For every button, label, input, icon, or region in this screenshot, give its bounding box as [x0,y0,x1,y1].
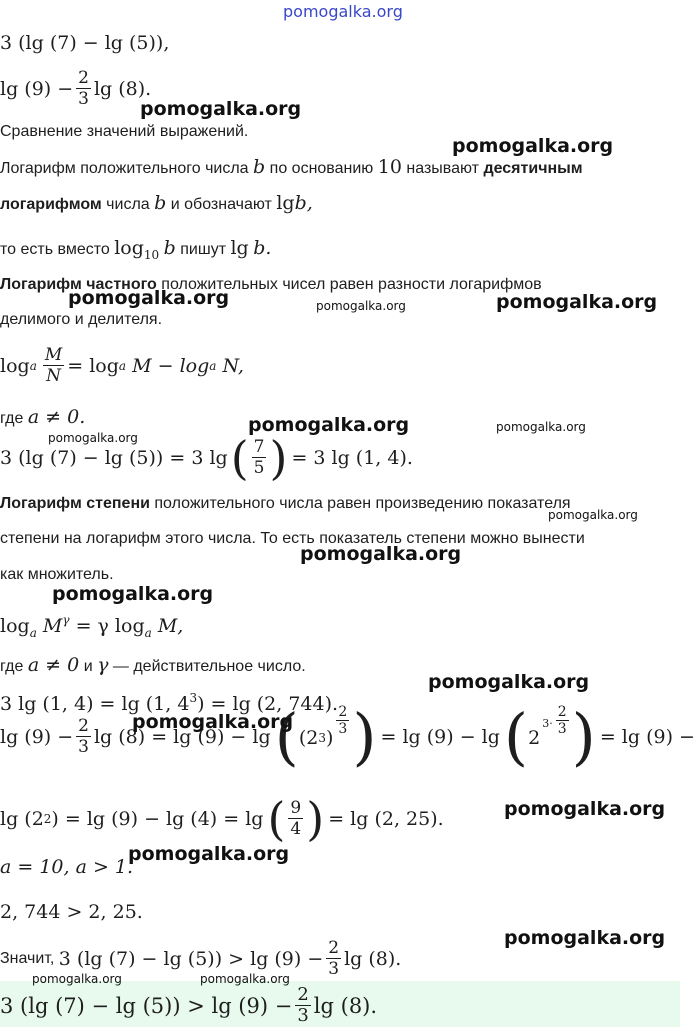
math: ) [325,726,334,749]
math: 3 (lg (7) − lg (5)) > lg (9) − [58,947,324,970]
math: 3 (lg (7) − lg (5)) = 3 lg [0,446,228,469]
math-var: b [253,156,266,178]
math-sub: a [144,626,152,640]
fraction [43,345,64,386]
quotient-rule-line-2: делимого и делителя. [0,311,163,328]
denominator: 4 [290,819,302,839]
watermark: pomogalka.org [128,843,290,865]
fraction [76,68,91,109]
fraction [326,938,341,979]
watermark: pomogalka.org [52,583,214,605]
denominator: 3 [338,720,348,737]
math-sub: a [29,626,37,640]
math-sub: a [29,358,37,373]
math-fn: log [0,354,30,377]
fraction [252,437,267,478]
numerator: M [44,345,63,365]
compare-heading: Сравнение значений выражений. [0,123,249,140]
watermark: pomogalka.org [140,98,302,120]
numerator: 9 [290,798,302,818]
math: 3 (lg (7) − lg (5)) > lg (9) − [0,993,293,1018]
text: Логарифм положительного числа [0,160,249,177]
watermark: pomogalka.org [496,291,658,313]
expr2-part-a: lg (9) − [0,77,74,100]
calculation-4 [0,791,444,846]
text: и обозначают [170,196,272,213]
math-fn: log [114,237,144,259]
math-sup: γ [62,613,70,627]
math: = 3 lg (1, 4). [291,446,413,469]
watermark: pomogalka.org [428,671,590,693]
denominator: 3 [328,959,340,979]
watermark: pomogalka.org [200,972,290,986]
math-fn: lg [230,237,249,259]
math-fn: lg [276,192,295,214]
text: числа [106,196,150,213]
numerator: 2 [328,938,340,958]
power-rule-line-2: степени на логарифм этого числа. То есть показатель степени можно вынести [0,530,585,547]
calculation-1 [0,430,413,485]
power-rule-line-3: как множитель. [0,566,114,583]
right-paren: ) [269,430,288,485]
bold-term: логарифмом [0,196,102,213]
condition-1 [0,407,85,429]
math-var: γ [97,654,109,676]
bold-term: Логарифм степени [0,495,150,512]
math-sup: 3 [318,730,326,745]
base-condition: a = 10, a > 1. [0,856,134,878]
math-num: 10 [377,156,402,178]
math: 2 [528,726,541,749]
left-paren: ( [230,430,249,485]
fraction [76,716,91,757]
math: ) = lg (9) − lg (4) = lg [51,807,264,830]
math-fn: log [0,615,30,637]
math: = lg (9) − lg [380,725,500,748]
condition-2 [0,655,306,677]
text: пишут [180,241,227,258]
math: = log [67,354,119,377]
text: где [0,658,24,675]
watermark: pomogalka.org [504,798,666,820]
denominator: N [46,366,61,386]
denominator: 5 [253,458,265,478]
math: 3 lg (1, 4) = lg (1, 4 [0,693,190,715]
math: a ≠ 0. [27,406,86,428]
conclusion [0,938,401,979]
expression-2 [0,68,151,109]
bold-term: Логарифм частного [0,276,157,293]
right-paren: ) [352,699,377,773]
text: Значит, [0,949,55,967]
expr2-part-b: lg (8). [93,77,152,100]
math-sup: 2 [43,811,52,826]
left-paren: ( [267,791,286,846]
text: положительного числа равен произведению показателя [154,495,571,512]
power-base-2 [528,703,572,749]
math-var: b. [253,237,272,259]
watermark: pomogalka.org [248,414,410,436]
text: то есть вместо [0,241,110,258]
watermark: pomogalka.org [68,287,230,309]
definition-line-2 [0,193,313,215]
exponent-product: 3· [542,716,553,730]
text: положительных чисел равен разности логарифмов [161,276,542,293]
math: = lg (2, 25). [328,807,444,830]
quotient-rule-line-1 [0,275,542,295]
right-paren: ) [306,791,325,846]
fraction [288,798,303,839]
watermark: pomogalka.org [300,543,462,565]
denominator: 3 [78,89,89,109]
numerator: 2 [297,984,309,1005]
text: и [83,658,93,675]
text: по основанию [269,160,374,177]
math-var: M [42,615,63,637]
definition-line-1 [0,157,583,179]
math: lg (8). [313,993,378,1018]
value-comparison: 2, 744 > 2, 25. [0,901,143,923]
left-paren: ( [274,699,299,773]
power-rule-line-1 [0,494,571,514]
denominator: 3 [78,737,89,757]
math-var: b [163,237,176,259]
power-base [298,703,353,749]
watermark-top: pomogalka.org [283,2,403,21]
math: lg (8) = lg (9) − lg [93,725,271,748]
power-formula [0,610,183,643]
text: — действительное число. [112,658,306,675]
watermark: pomogalka.org [132,711,294,733]
math: lg (2 [0,807,44,830]
answer [0,985,377,1026]
watermark: pomogalka.org [452,135,614,157]
quotient-formula [0,345,244,386]
math-var: M, [157,615,184,637]
math-sub: a [118,358,127,373]
numerator: 2 [557,703,567,720]
watermark: pomogalka.org [548,508,638,522]
watermark: pomogalka.org [496,420,586,434]
bold-term: десятичным [483,160,583,177]
numerator: 2 [78,68,89,88]
numerator: 2 [78,716,89,736]
exponent-fraction [336,704,349,737]
math: a ≠ 0 [27,654,80,676]
watermark: pomogalka.org [504,927,666,949]
right-paren: ) [571,699,596,773]
left-paren: ( [503,699,529,773]
math: M − log [132,354,210,377]
math-var: b [154,192,167,214]
math: = lg (9) − [599,725,695,748]
watermark: pomogalka.org [48,431,138,445]
math-var: N, [222,354,244,377]
watermark: pomogalka.org [316,299,406,313]
fraction [295,985,310,1026]
definition-line-3 [0,238,271,265]
watermark: pomogalka.org [32,972,122,986]
math-sub: a [209,358,217,373]
math: lg (8). [344,947,402,970]
math: ) = lg (2, 744). [197,693,339,715]
numerator: 7 [253,437,265,457]
math: lg (9) − [0,725,74,748]
denominator: 3 [297,1005,309,1026]
math-var: b, [294,192,313,214]
numerator: 2 [338,703,348,720]
math: (2 [298,726,319,749]
denominator: 3 [557,720,567,737]
math-sub: 10 [143,248,160,262]
expression-1: 3 (lg (7) − lg (5)), [0,32,170,54]
exponent-fraction [556,704,569,737]
text: где [0,410,24,427]
math-sup: 3 [189,691,198,705]
text: называют [406,160,479,177]
math: = γ log [75,615,145,637]
